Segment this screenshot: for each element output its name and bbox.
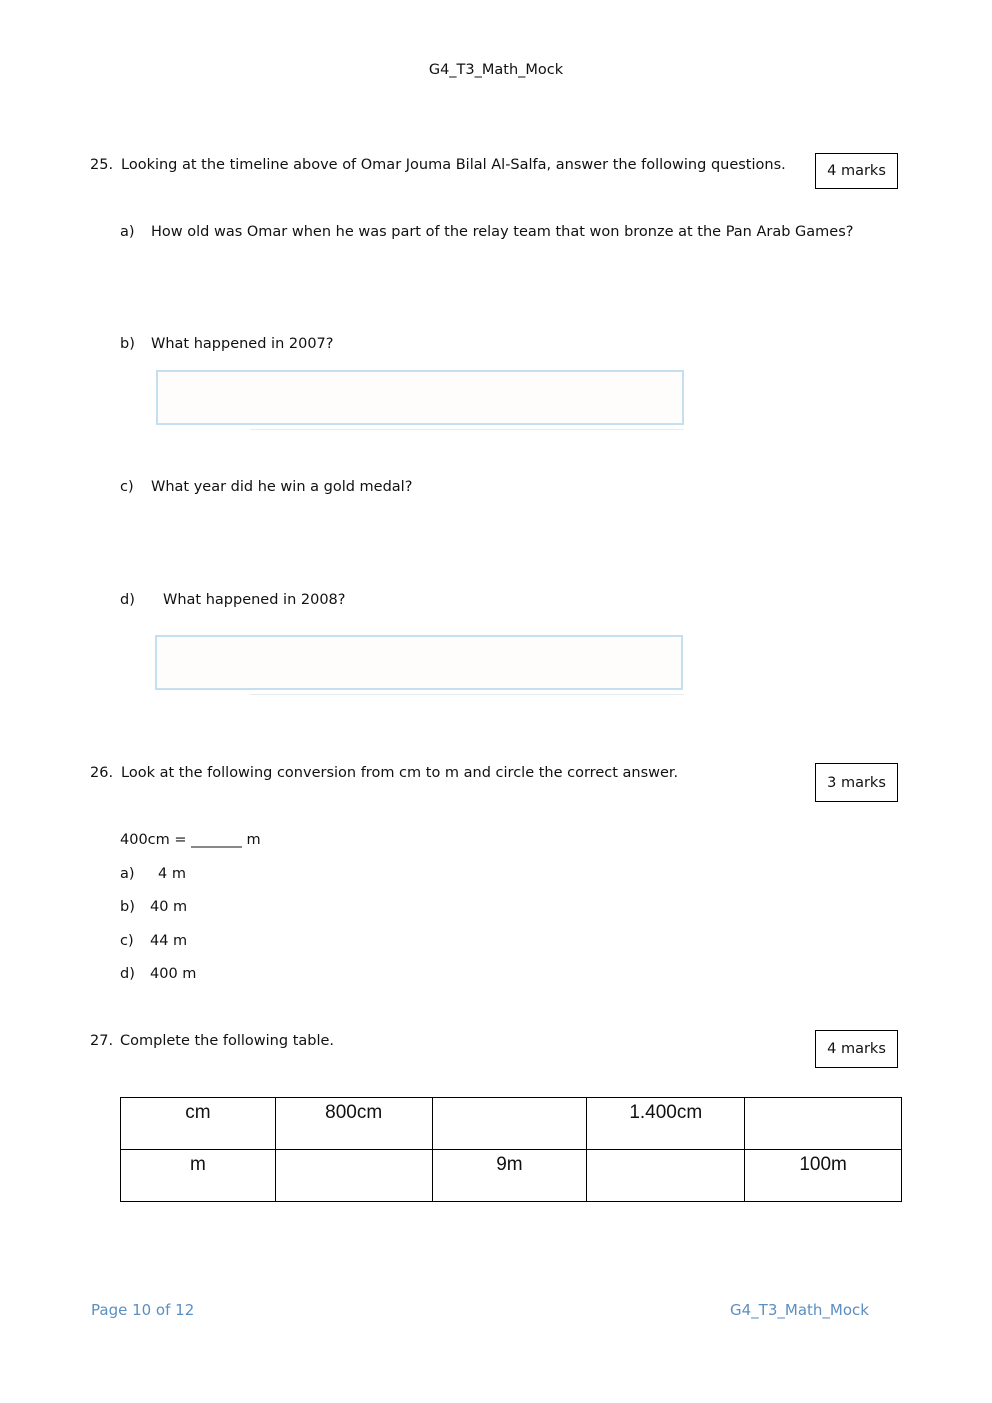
table-cell: 100m [745, 1150, 902, 1202]
q26-number: 26. [90, 765, 114, 781]
q25a-text: How old was Omar when he was part of the relay team that won bronze at the Pan Arab Games? [151, 224, 854, 240]
answer-box-shadow [250, 694, 684, 695]
q25c-text: What year did he win a gold medal? [151, 479, 413, 495]
q27-marks: 4 marks [815, 1030, 898, 1068]
table-cell-blank[interactable] [745, 1098, 902, 1150]
q27-text: Complete the following table. [120, 1033, 335, 1049]
q26-option-label: b) [120, 899, 135, 915]
table-row-m [121, 1150, 902, 1202]
q26-option-b[interactable]: 40 m [150, 899, 188, 915]
q25b-text: What happened in 2007? [151, 336, 334, 352]
q26-equation: 400cm = _______ m [120, 832, 261, 848]
q25b-label: b) [120, 336, 135, 352]
conversion-table [120, 1097, 902, 1202]
table-cell-blank[interactable] [432, 1098, 587, 1150]
q25-marks: 4 marks [815, 153, 898, 189]
q26-text: Look at the following conversion from cm to m and circle the correct answer. [121, 765, 679, 781]
q25a-label: a) [120, 224, 135, 240]
q26-option-d[interactable]: 400 m [150, 966, 197, 982]
table-cell: m [121, 1150, 276, 1202]
q25d-text: What happened in 2008? [163, 592, 346, 608]
table-cell: cm [121, 1098, 276, 1150]
footer-page-number: Page 10 of 12 [91, 1301, 195, 1319]
q25b-answer-box[interactable] [156, 370, 684, 425]
q26-option-label: d) [120, 966, 135, 982]
q25-text: Looking at the timeline above of Omar Jouma Bilal Al-Salfa, answer the following questions. [121, 157, 786, 173]
table-cell: 9m [432, 1150, 587, 1202]
table-cell-blank[interactable] [275, 1150, 432, 1202]
q26-option-label: a) [120, 866, 135, 882]
q25d-label: d) [120, 592, 135, 608]
q26-option-label: c) [120, 933, 134, 949]
q27-number: 27. [90, 1033, 114, 1049]
q25d-answer-box[interactable] [155, 635, 683, 690]
table-row-cm [121, 1098, 902, 1150]
q25-number: 25. [90, 157, 114, 173]
footer-doc-title: G4_T3_Math_Mock [730, 1301, 869, 1319]
q26-option-c[interactable]: 44 m [150, 933, 188, 949]
q26-marks: 3 marks [815, 763, 898, 802]
q25c-label: c) [120, 479, 134, 495]
table-cell: 800cm [275, 1098, 432, 1150]
q26-option-a[interactable]: 4 m [158, 866, 186, 882]
header-title: G4_T3_Math_Mock [428, 62, 564, 78]
table-cell-blank[interactable] [587, 1150, 745, 1202]
answer-box-shadow [250, 429, 684, 430]
table-cell: 1.400cm [587, 1098, 745, 1150]
